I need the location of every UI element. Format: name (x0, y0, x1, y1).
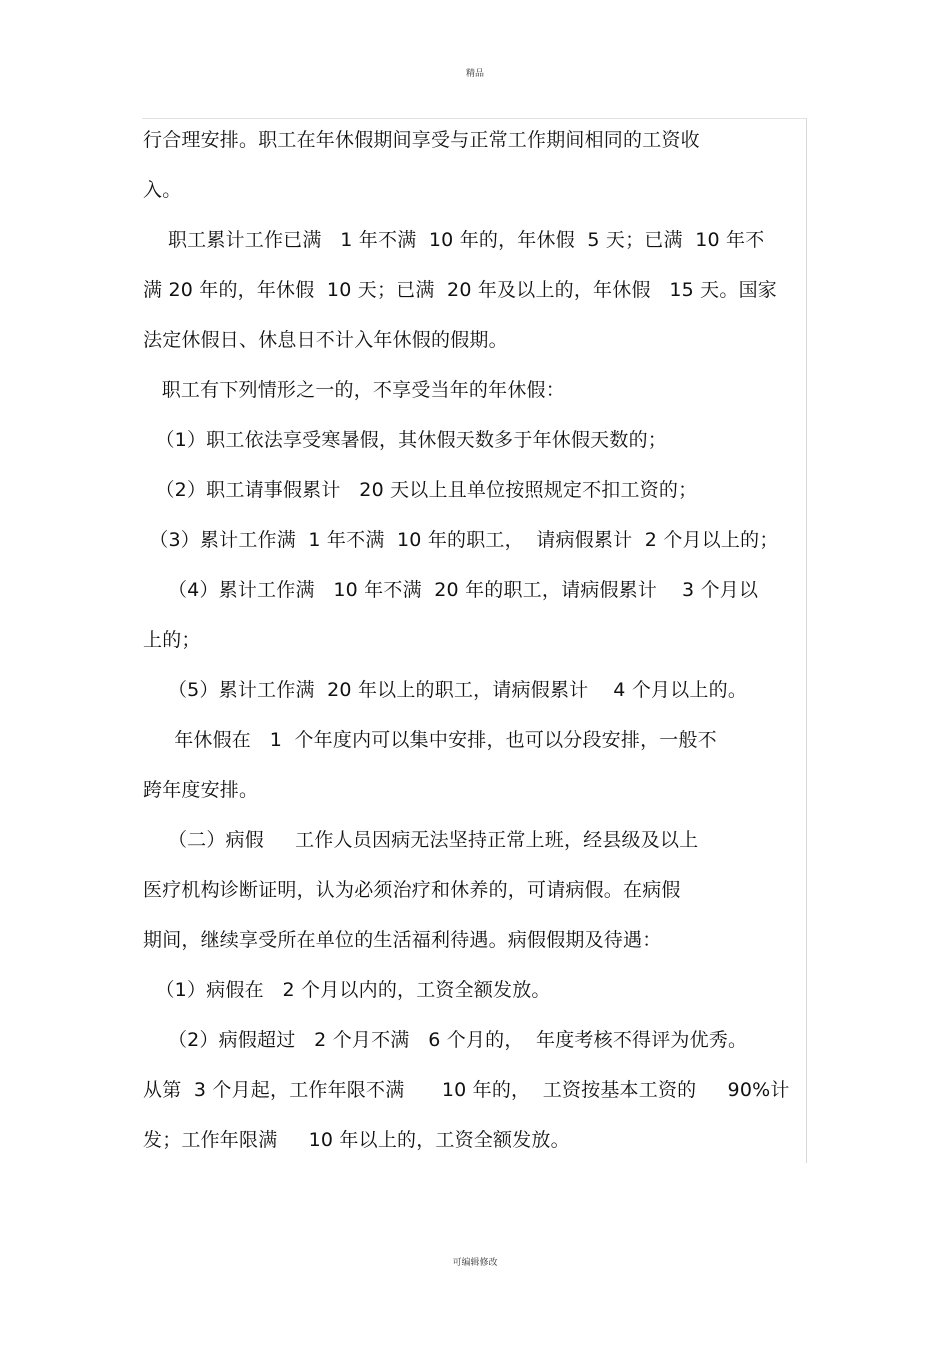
body-line: （二）病假 工作人员因病无法坚持正常上班，经县级及以上 (143, 829, 699, 851)
body-line: 法定休假日、休息日不计入年休假的假期。 (143, 329, 508, 351)
body-line: （2）职工请事假累计 20 天以上且单位按照规定不扣工资的； (143, 479, 698, 501)
body-line: （4）累计工作满 10 年不满 20 年的职工，请病假累计 3 个月以 (143, 579, 759, 601)
body-line: （1）职工依法享受寒暑假，其休假天数多于年休假天数的； (143, 429, 667, 451)
body-line: 从第 3 个月起，工作年限不满 10 年的， 工资按基本工资的 90%计 (143, 1079, 790, 1101)
header-mark: 精品 (465, 69, 484, 79)
body-line: 跨年度安排。 (143, 779, 259, 801)
body-line: 期间，继续享受所在单位的生活福利待遇。病假假期及待遇： (143, 929, 662, 951)
body-line: （3）累计工作满 1 年不满 10 年的职工， 请病假累计 2 个月以上的； (143, 529, 779, 551)
body-line: （2）病假超过 2 个月不满 6 个月的， 年度考核不得评为优秀。 (143, 1029, 748, 1051)
footer-mark: 可编辑修改 (452, 1258, 498, 1268)
body-line: 职工有下列情形之一的，不享受当年的年休假： (143, 379, 565, 401)
body-line: 发；工作年限满 10 年以上的，工资全额发放。 (143, 1129, 570, 1151)
body-line: （5）累计工作满 20 年以上的职工，请病假累计 4 个月以上的。 (143, 679, 748, 701)
body-line: 职工累计工作已满 1 年不满 10 年的，年休假 5 天；已满 10 年不 (143, 229, 765, 251)
body-line: 满 20 年的，年休假 10 天；已满 20 年及以上的，年休假 15 天。国家 (143, 279, 777, 301)
body-line: 医疗机构诊断证明，认为必须治疗和休养的，可请病假。在病假 (143, 879, 681, 901)
text-frame (142, 118, 807, 1163)
body-line: 年休假在 1 个年度内可以集中安排，也可以分段安排，一般不 (143, 729, 717, 751)
body-line: （1）病假在 2 个月以内的，工资全额发放。 (143, 979, 551, 1001)
body-line: 行合理安排。职工在年休假期间享受与正常工作期间相同的工资收 (143, 129, 700, 151)
body-line: 上的； (143, 629, 201, 651)
body-line: 入。 (143, 179, 182, 201)
